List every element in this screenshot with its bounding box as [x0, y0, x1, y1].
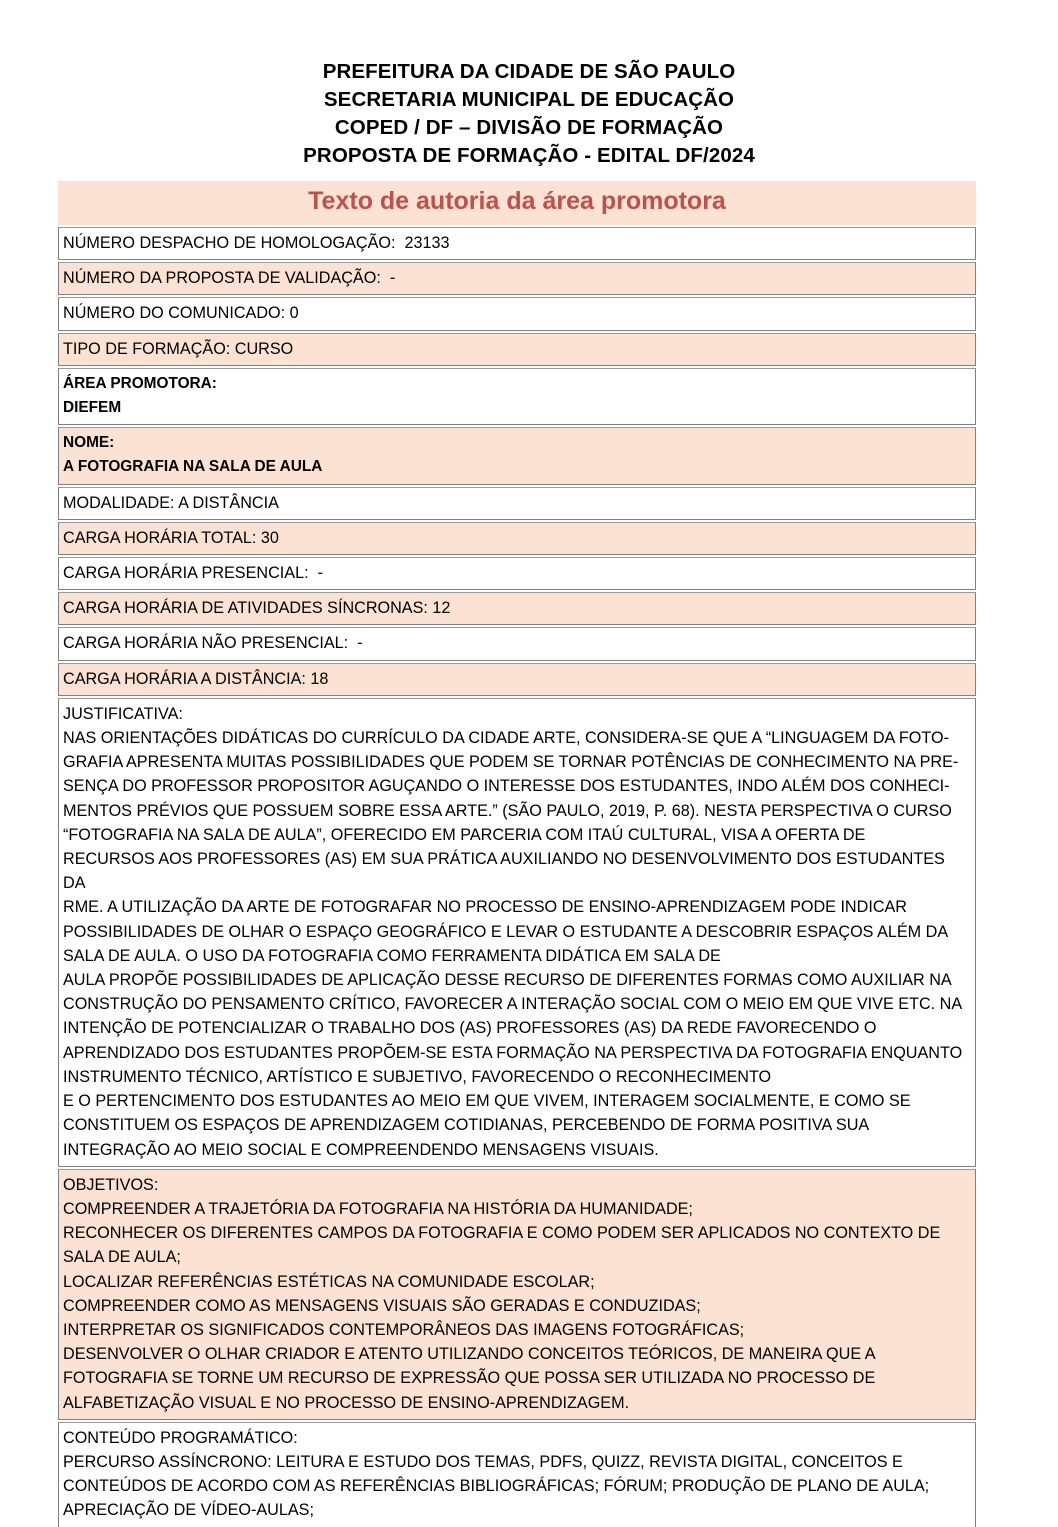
row-line: APRENDIZADO DOS ESTUDANTES PROPÕEM-SE ESTA FORMAÇÃO NA PERSPECTIVA DA FOTOGRAFIA ENQUANTO: [63, 1043, 963, 1062]
row-line: CONTEÚDOS DE ACORDO COM AS REFERÊNCIAS BIBLIOGRÁFICAS; FÓRUM; PRODUÇÃO DE PLANO DE AULA;: [63, 1477, 930, 1496]
row-line: FOTOGRAFIA SE TORNE UM RECURSO DE EXPRESSÃO QUE POSSA SER UTILIZADA NO PROCESSO DE: [63, 1369, 876, 1388]
row-line: LOCALIZAR REFERÊNCIAS ESTÉTICAS NA COMUNIDADE ESCOLAR;: [63, 1272, 595, 1291]
row-line: CARGA HORÁRIA A DISTÂNCIA: 18: [63, 669, 329, 688]
table-row-carga-horaria-a-distancia: [58, 663, 976, 696]
row-line: NÚMERO DO COMUNICADO: 0: [63, 304, 299, 323]
table-row-justificativa: [58, 698, 976, 1167]
heading-line-2: SECRETARIA MUNICIPAL DE EDUCAÇÃO: [323, 88, 735, 111]
row-line: POSSIBILIDADES DE OLHAR O ESPAÇO GEOGRÁFICO E LEVAR O ESTUDANTE A DESCOBRIR ESPAÇOS ALÉM DA: [63, 922, 949, 941]
table-row-conteudo-programatico: [58, 1422, 976, 1527]
table-row-numero-proposta-validacao: [58, 262, 976, 295]
row-line: PERCURSO ASSÍNCRONO: LEITURA E ESTUDO DOS TEMAS, PDFS, QUIZZ, REVISTA DIGITAL, CONCEITOS E: [63, 1452, 903, 1471]
row-line: E O PERTENCIMENTO DOS ESTUDANTES AO MEIO EM QUE VIVEM, INTERAGEM SOCIALMENTE, E COMO SE: [63, 1092, 911, 1111]
row-line: NÚMERO DA PROPOSTA DE VALIDAÇÃO: -: [63, 269, 396, 288]
table-row-carga-horaria-total: [58, 522, 976, 555]
table-row-modalidade: [58, 487, 976, 520]
row-line: DESENVOLVER O OLHAR CRIADOR E ATENTO UTILIZANDO CONCEITOS TEÓRICOS, DE MANEIRA QUE A: [63, 1345, 876, 1364]
row-line: APRECIAÇÃO DE VÍDEO-AULAS;: [63, 1501, 314, 1520]
row-line: RME. A UTILIZAÇÃO DA ARTE DE FOTOGRAFAR NO PROCESSO DE ENSINO-APRENDIZAGEM PODE INDICAR: [63, 898, 907, 917]
row-line: GRAFIA APRESENTA MUITAS POSSIBILIDADES QUE PODEM SE TORNAR POTÊNCIAS DE CONHECIMENTO NA PRE-: [63, 753, 959, 772]
row-line: NOME:: [63, 434, 115, 452]
row-line: ALFABETIZAÇÃO VISUAL E NO PROCESSO DE ENSINO-APRENDIZAGEM.: [63, 1393, 630, 1412]
row-line: INTEGRAÇÃO AO MEIO SOCIAL E COMPREENDENDO MENSAGENS VISUAIS.: [63, 1140, 659, 1159]
row-line: CARGA HORÁRIA DE ATIVIDADES SÍNCRONAS: 12: [63, 599, 451, 618]
authorship-banner: [58, 181, 976, 225]
row-line: SALA DE AULA;: [63, 1248, 181, 1267]
row-line: CONTEÚDO PROGRAMÁTICO:: [63, 1428, 298, 1447]
row-line: MENTOS PRÉVIOS QUE POSSUEM SOBRE ESSA ARTE.” (SÃO PAULO, 2019, P. 68). NESTA PERSPECTIVA O CURSO: [63, 801, 952, 820]
row-line: SENÇA DO PROFESSOR PROPOSITOR AGUÇANDO O INTERESSE DOS ESTUDANTES, INDO ALÉM DOS CONHECI-: [63, 777, 950, 796]
row-line: CONSTRUÇÃO DO PENSAMENTO CRÍTICO, FAVORECER A INTERAÇÃO SOCIAL COM O MEIO EM QUE VIVE ETC. NA: [63, 995, 963, 1014]
row-line: COMPREENDER COMO AS MENSAGENS VISUAIS SÃO GERADAS E CONDUZIDAS;: [63, 1296, 701, 1315]
row-line: INSTRUMENTO TÉCNICO, ARTÍSTICO E SUBJETIVO, FAVORECENDO O RECONHECIMENTO: [63, 1067, 772, 1086]
row-line: DIEFEM: [63, 399, 122, 417]
row-line: NÚMERO DESPACHO DE HOMOLOGAÇÃO: 23133: [63, 234, 450, 252]
table-row-numero-despacho-homologacao: [58, 227, 976, 260]
table-row-carga-horaria-atividades-sincronas: [58, 592, 976, 625]
form-rows-container: [58, 227, 976, 1527]
table-row-nome: [58, 427, 976, 484]
row-line: “FOTOGRAFIA NA SALA DE AULA”, OFERECIDO EM PARCERIA COM ITAÚ CULTURAL, VISA A OFERTA DE: [63, 825, 866, 844]
row-line: OBJETIVOS:: [63, 1175, 159, 1194]
table-row-objetivos: [58, 1169, 976, 1420]
row-line: AULA PROPÕE POSSIBILIDADES DE APLICAÇÃO DESSE RECURSO DE DIFERENTES FORMAS COMO AUXILIAR NA: [63, 971, 952, 990]
table-row-carga-horaria-presencial: [58, 557, 976, 590]
row-line: RECURSOS AOS PROFESSORES (AS) EM SUA PRÁTICA AUXILIANDO NO DESENVOLVIMENTO DOS ESTUDANTES DA: [63, 850, 950, 893]
row-line: JUSTIFICATIVA:: [63, 704, 183, 723]
table-row-area-promotora: [58, 368, 976, 425]
row-line: RECONHECER OS DIFERENTES CAMPOS DA FOTOGRAFIA E COMO PODEM SER APLICADOS NO CONTEXTO DE: [63, 1224, 941, 1243]
row-line: COMPREENDER A TRAJETÓRIA DA FOTOGRAFIA NA HISTÓRIA DA HUMANIDADE;: [63, 1199, 693, 1218]
table-row-tipo-de-formacao: [58, 333, 976, 366]
document-heading: [0, 0, 1058, 170]
row-line: CARGA HORÁRIA PRESENCIAL: -: [63, 564, 323, 583]
table-row-carga-horaria-nao-presencial: [58, 627, 976, 660]
row-line: ÁREA PROMOTORA:: [63, 374, 217, 392]
table-row-numero-comunicado: [58, 297, 976, 330]
row-line: INTERPRETAR OS SIGNIFICADOS CONTEMPORÂNEOS DAS IMAGENS FOTOGRÁFICAS;: [63, 1320, 745, 1339]
row-line: TIPO DE FORMAÇÃO: CURSO: [63, 339, 294, 358]
heading-line-4: PROPOSTA DE FORMAÇÃO - EDITAL DF/2024: [303, 144, 755, 167]
proposal-form-table: [58, 181, 976, 1527]
row-line: A FOTOGRAFIA NA SALA DE AULA: [63, 458, 323, 476]
heading-line-1: PREFEITURA DA CIDADE DE SÃO PAULO: [322, 60, 736, 83]
row-line: INTENÇÃO DE POTENCIALIZAR O TRABALHO DOS (AS) PROFESSORES (AS) DA REDE FAVORECENDO O: [63, 1019, 877, 1038]
heading-line-3: COPED / DF – DIVISÃO DE FORMAÇÃO: [334, 116, 724, 139]
row-line: CONSTITUEM OS ESPAÇOS DE APRENDIZAGEM COTIDIANAS, PERCEBENDO DE FORMA POSITIVA SUA: [63, 1116, 870, 1135]
row-line: MODALIDADE: A DISTÂNCIA: [63, 493, 279, 512]
row-line: CARGA HORÁRIA NÃO PRESENCIAL: -: [63, 634, 363, 653]
row-line: SALA DE AULA. O USO DA FOTOGRAFIA COMO FERRAMENTA DIDÁTICA EM SALA DE: [63, 946, 721, 965]
row-line: CARGA HORÁRIA TOTAL: 30: [63, 528, 279, 547]
row-line: NAS ORIENTAÇÕES DIDÁTICAS DO CURRÍCULO DA CIDADE ARTE, CONSIDERA-SE QUE A “LINGUAGEM DA FOTO-: [63, 729, 949, 748]
authorship-banner-label: Texto de autoria da área promotora: [308, 187, 726, 215]
